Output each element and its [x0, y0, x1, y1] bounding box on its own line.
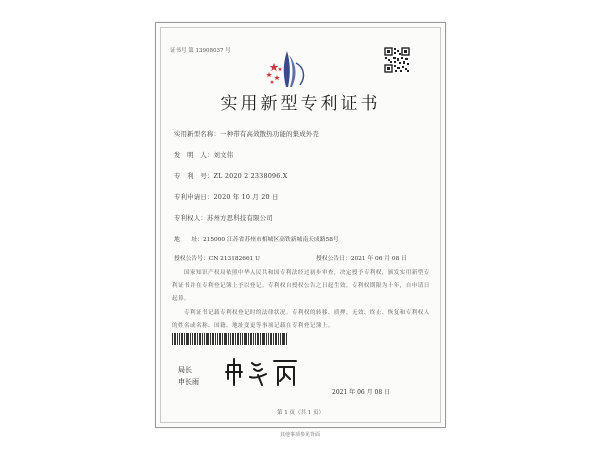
field-grant-notice-number: 授权公告号：CN 213182661 U [174, 256, 261, 262]
field-patentee: 专利权人：苏州方思科技有限公司 [174, 214, 273, 222]
field-inventor: 发 明 人：刘文伟 [174, 151, 234, 159]
page-indicator: 第 1 页（共 1 页） [277, 410, 324, 416]
signatory-name: 申长雨 [178, 378, 199, 386]
certificate-sheet [155, 22, 446, 428]
body-paragraph-2: 专利证书记载专利权登记时的法律状况。专利权的转移、质押、无效、终止、恢复和专利权人的姓名或名称、国籍、地址变更等事项记载在专利登记簿上。 [172, 310, 430, 329]
footer-note: 其他事项参见背面 [279, 432, 320, 438]
signatory-title: 局长 [178, 366, 192, 374]
handwritten-signature-icon [222, 355, 306, 389]
field-grant-date: 授权公告日：2021 年 06 月 08 日 [316, 256, 407, 262]
field-address: 地 址：215000 江苏省苏州市相城区高铁新城南天成路58号 [174, 237, 339, 243]
field-filing-date: 专利申请日：2020 年 10 月 20 日 [174, 193, 279, 201]
certificate-title: 实用新型专利证书 [220, 94, 381, 114]
star-logo-icon [260, 49, 314, 89]
body-paragraph-1: 国家知识产权局依照中华人民共和国专利法经过初步审查，决定授予专利权，颁发实用新型专利证书并在专利登记簿上予以登记。专利权自授权公告之日起生效。专利权期限为十年，自申请日起算。 [172, 270, 430, 302]
field-utility-model-name: 实用新型名称：一种带有高效散热功能的集成外壳 [174, 130, 319, 138]
qr-code-icon [384, 47, 410, 73]
field-patent-number: 专 利 号：ZL 2020 2 2338096.X [174, 172, 288, 180]
barcode-icon [172, 333, 287, 345]
issue-date: 2021 年 06 月 08 日 [332, 389, 391, 396]
certificate-serial: 证书号 第 13908037 号 [170, 48, 231, 54]
